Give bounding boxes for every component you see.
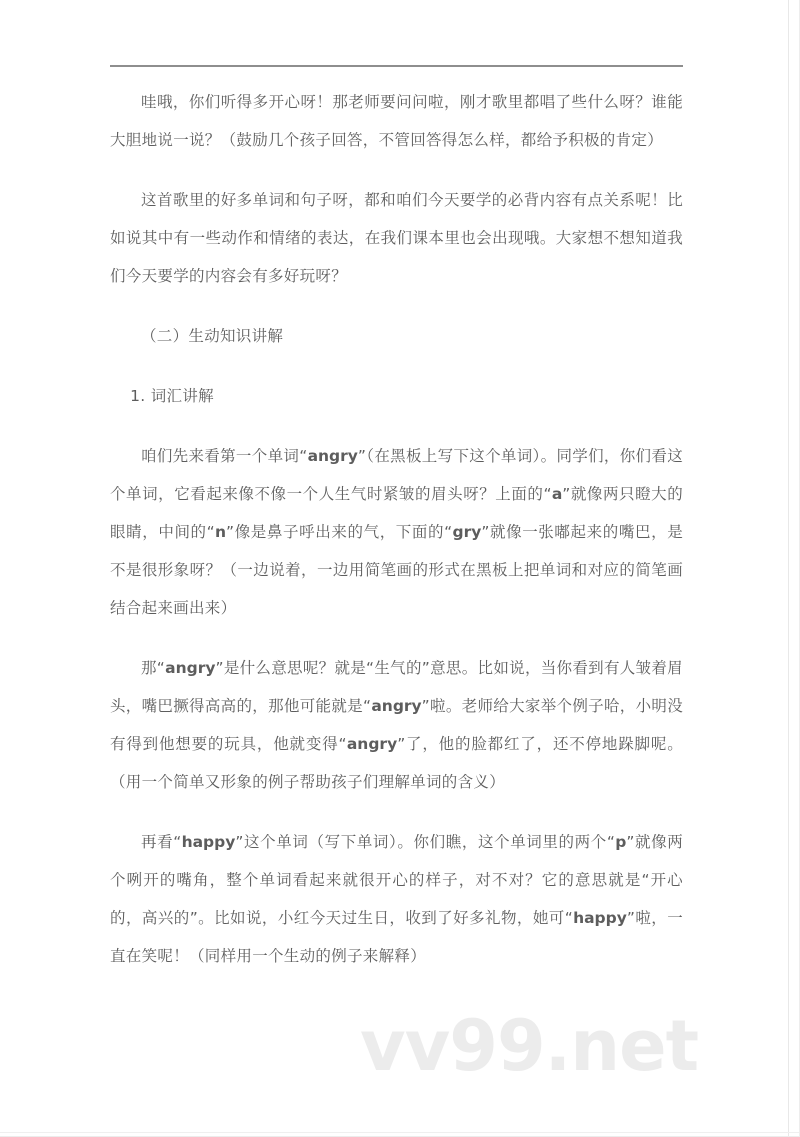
english-term: gry: [452, 523, 482, 541]
para-intro-1: 哇哦，你们听得多开心呀！那老师要问问啦，刚才歌里都唱了些什么呀？谁能大胆地说一说？（鼓励几个孩子回答，不管回答得怎么样，都给予积极的肯定）: [110, 93, 683, 149]
english-term: a: [551, 485, 563, 503]
english-term: angry: [165, 659, 216, 677]
document-body: [110, 83, 683, 975]
header-divider-rule: [110, 65, 683, 67]
para-happy-1: 再看“happy”这个单词（写下单词）。你们瞧，这个单词里的两个“p”就像两个咧开的嘴角，整个单词看起来就很开心的样子，对不对？它的意思就是“开心的，高兴的”。比如说，小红今天过生日，收到了好多礼物，她可“happy”啦，一直在笑呢！（同样用一个生动的例子来解释）: [110, 833, 684, 965]
para-intro-2: 这首歌里的好多单词和句子呀，都和咱们今天要学的必背内容有点关系呢！比如说其中有一些动作和情绪的表达，在我们课本里也会出现哦。大家想不想知道我们今天要学的内容会有多好玩呀？: [110, 191, 683, 285]
para-angry-1: 咱们先来看第一个单词“angry”（在黑板上写下这个单词）。同学们，你们看这个单词，它看起来像不像一个人生气时紧皱的眉头呀？上面的“a”就像两只瞪大的眼睛，中间的“n”像是鼻子呼出来的气，下面的“gry”就像一张嘟起来的嘴巴，是不是很形象呀？（一边说着，一边用简笔画的形式在黑板上把单词和对应的简笔画结合起来画出来）: [110, 447, 683, 617]
english-term: happy: [573, 909, 627, 927]
page-content: [110, 0, 683, 997]
english-term: angry: [371, 697, 422, 715]
english-term: angry: [307, 447, 358, 465]
english-term: angry: [346, 735, 398, 753]
site-watermark: vv99.net: [360, 1005, 699, 1087]
english-term: happy: [181, 833, 236, 851]
page-edge-right: [788, 0, 789, 1137]
heading-section-2: （二）生动知识讲解: [141, 327, 284, 345]
para-angry-2: 那“angry”是什么意思呢？就是“生气的”意思。比如说，当你看到有人皱着眉头，嘴巴撅得高高的，那他可能就是“angry”啦。老师给大家举个例子哈，小明没有得到他想要的玩具，他就变得“angry”了，他的脸都红了，还不停地跺脚呢。（用一个简单又形象的例子帮助孩子们理解单词的含义）: [110, 659, 683, 791]
heading-item-1: 1. 词汇讲解: [130, 387, 214, 405]
page-edge-bottom: [0, 1132, 800, 1133]
english-term: n: [215, 523, 227, 541]
english-term: p: [615, 833, 627, 851]
